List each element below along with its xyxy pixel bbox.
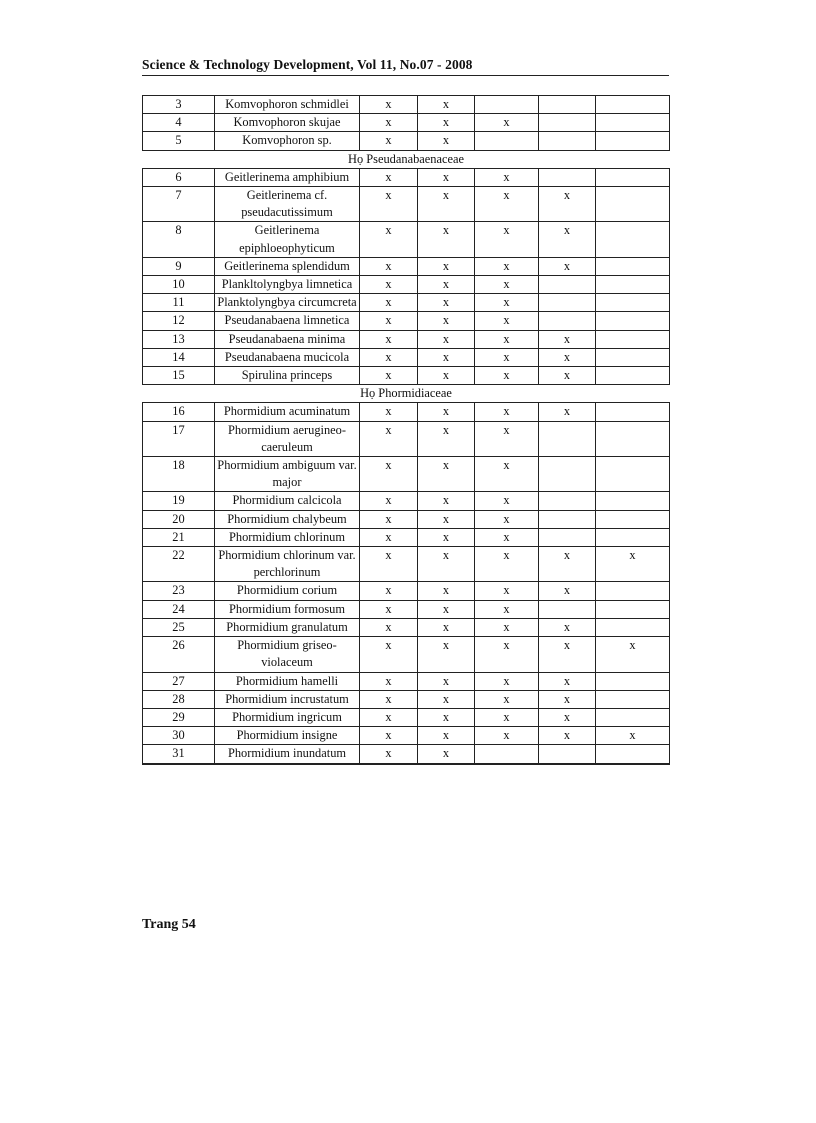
presence-mark: x: [418, 403, 475, 421]
presence-mark: x: [475, 421, 539, 456]
presence-mark: x: [539, 690, 596, 708]
species-name: Pseudanabaena limnetica: [215, 312, 360, 330]
presence-mark: [596, 618, 670, 636]
presence-mark: x: [418, 547, 475, 582]
presence-mark: [596, 222, 670, 257]
row-number: 3: [143, 96, 215, 114]
row-number: 11: [143, 294, 215, 312]
row-number: 7: [143, 187, 215, 222]
table-row: [143, 330, 670, 348]
table-row: [143, 637, 670, 672]
presence-mark: [596, 672, 670, 690]
presence-mark: x: [539, 257, 596, 275]
species-name: Pseudanabaena minima: [215, 330, 360, 348]
presence-mark: x: [360, 403, 418, 421]
table-row: [143, 528, 670, 546]
species-name: Phormidium corium: [215, 582, 360, 600]
presence-mark: [539, 276, 596, 294]
presence-mark: x: [418, 457, 475, 492]
presence-mark: x: [360, 312, 418, 330]
table-row: [143, 672, 670, 690]
presence-mark: [539, 745, 596, 764]
row-number: 27: [143, 672, 215, 690]
presence-mark: x: [418, 367, 475, 385]
table-row: [143, 510, 670, 528]
species-name: Pseudanabaena mucicola: [215, 348, 360, 366]
presence-mark: x: [475, 257, 539, 275]
presence-mark: x: [418, 222, 475, 257]
presence-mark: x: [475, 492, 539, 510]
presence-mark: x: [360, 528, 418, 546]
presence-mark: x: [475, 330, 539, 348]
species-name: Spirulina princeps: [215, 367, 360, 385]
row-number: 14: [143, 348, 215, 366]
species-name: Plankltolyngbya limnetica: [215, 276, 360, 294]
presence-mark: x: [418, 600, 475, 618]
species-name: Planktolyngbya circumcreta: [215, 294, 360, 312]
presence-mark: [596, 421, 670, 456]
presence-mark: x: [418, 132, 475, 150]
table-row: [143, 132, 670, 150]
table-row: [143, 745, 670, 764]
row-number: 21: [143, 528, 215, 546]
presence-mark: [539, 312, 596, 330]
species-name: Phormidium inundatum: [215, 745, 360, 764]
presence-mark: x: [475, 528, 539, 546]
table-row: [143, 492, 670, 510]
presence-mark: x: [360, 276, 418, 294]
row-number: 18: [143, 457, 215, 492]
row-number: 17: [143, 421, 215, 456]
presence-mark: x: [475, 600, 539, 618]
species-table: [142, 95, 670, 765]
presence-mark: x: [475, 348, 539, 366]
presence-mark: x: [539, 367, 596, 385]
presence-mark: x: [418, 510, 475, 528]
presence-mark: x: [360, 132, 418, 150]
presence-mark: x: [418, 528, 475, 546]
presence-mark: [539, 492, 596, 510]
presence-mark: [475, 96, 539, 114]
species-name: Geitlerinema splendidum: [215, 257, 360, 275]
row-number: 20: [143, 510, 215, 528]
table-row: [143, 708, 670, 726]
presence-mark: [596, 276, 670, 294]
presence-mark: x: [539, 727, 596, 745]
presence-mark: x: [475, 618, 539, 636]
presence-mark: x: [475, 276, 539, 294]
presence-mark: x: [418, 492, 475, 510]
table-row: [143, 168, 670, 186]
presence-mark: x: [360, 727, 418, 745]
species-name: Phormidium incrustatum: [215, 690, 360, 708]
presence-mark: x: [360, 547, 418, 582]
table-row: [143, 96, 670, 114]
presence-mark: x: [475, 114, 539, 132]
presence-mark: x: [418, 745, 475, 764]
table-row: [143, 294, 670, 312]
presence-mark: x: [360, 222, 418, 257]
row-number: 9: [143, 257, 215, 275]
presence-mark: x: [360, 510, 418, 528]
presence-mark: x: [475, 187, 539, 222]
row-number: 24: [143, 600, 215, 618]
species-name: Komvophoron sp.: [215, 132, 360, 150]
presence-mark: [596, 510, 670, 528]
row-number: 26: [143, 637, 215, 672]
presence-mark: x: [418, 187, 475, 222]
table-row: [143, 403, 670, 421]
family-name: Họ Phormidiaceae: [143, 385, 670, 403]
presence-mark: x: [418, 672, 475, 690]
presence-mark: x: [475, 690, 539, 708]
presence-mark: x: [475, 168, 539, 186]
presence-mark: x: [360, 582, 418, 600]
family-header-row: [143, 385, 670, 403]
presence-mark: x: [539, 547, 596, 582]
presence-mark: [596, 257, 670, 275]
presence-mark: x: [596, 547, 670, 582]
presence-mark: [596, 708, 670, 726]
family-name: Họ Pseudanabaenaceae: [143, 150, 670, 168]
presence-mark: x: [418, 708, 475, 726]
presence-mark: x: [418, 312, 475, 330]
presence-mark: x: [475, 457, 539, 492]
presence-mark: x: [360, 637, 418, 672]
table-row: [143, 312, 670, 330]
presence-mark: x: [418, 257, 475, 275]
presence-mark: [596, 312, 670, 330]
presence-mark: x: [360, 672, 418, 690]
presence-mark: x: [360, 168, 418, 186]
presence-mark: x: [360, 618, 418, 636]
row-number: 4: [143, 114, 215, 132]
table-row: [143, 114, 670, 132]
table-row: [143, 187, 670, 222]
table-row: [143, 547, 670, 582]
species-name: Geitlerinema amphibium: [215, 168, 360, 186]
presence-mark: x: [539, 618, 596, 636]
presence-mark: x: [475, 547, 539, 582]
presence-mark: [596, 690, 670, 708]
row-number: 25: [143, 618, 215, 636]
table-row: [143, 276, 670, 294]
presence-mark: [596, 403, 670, 421]
presence-mark: [596, 294, 670, 312]
presence-mark: x: [475, 312, 539, 330]
species-name: Phormidium ambiguum var. major: [215, 457, 360, 492]
table-row: [143, 600, 670, 618]
row-number: 30: [143, 727, 215, 745]
presence-mark: x: [475, 294, 539, 312]
presence-mark: [475, 745, 539, 764]
table-row: [143, 727, 670, 745]
presence-mark: [596, 582, 670, 600]
presence-mark: x: [596, 637, 670, 672]
table-row: [143, 690, 670, 708]
presence-mark: x: [539, 330, 596, 348]
presence-mark: [475, 132, 539, 150]
presence-mark: x: [418, 690, 475, 708]
presence-mark: x: [418, 168, 475, 186]
row-number: 6: [143, 168, 215, 186]
species-name: Phormidium insigne: [215, 727, 360, 745]
presence-mark: [596, 96, 670, 114]
presence-mark: x: [360, 457, 418, 492]
presence-mark: x: [360, 708, 418, 726]
presence-mark: x: [539, 187, 596, 222]
presence-mark: [596, 600, 670, 618]
presence-mark: [596, 330, 670, 348]
presence-mark: x: [539, 348, 596, 366]
presence-mark: x: [418, 96, 475, 114]
presence-mark: x: [539, 582, 596, 600]
presence-mark: x: [360, 114, 418, 132]
row-number: 13: [143, 330, 215, 348]
presence-mark: x: [418, 637, 475, 672]
table-row: [143, 582, 670, 600]
presence-mark: [539, 600, 596, 618]
species-name: Komvophoron schmidlei: [215, 96, 360, 114]
species-name: Phormidium ingricum: [215, 708, 360, 726]
presence-mark: [596, 348, 670, 366]
row-number: 10: [143, 276, 215, 294]
row-number: 31: [143, 745, 215, 764]
presence-mark: x: [418, 348, 475, 366]
row-number: 5: [143, 132, 215, 150]
table-row: [143, 618, 670, 636]
presence-mark: x: [596, 727, 670, 745]
presence-mark: [539, 96, 596, 114]
presence-mark: x: [360, 492, 418, 510]
species-name: Phormidium aerugineo-caeruleum: [215, 421, 360, 456]
presence-mark: [596, 132, 670, 150]
presence-mark: x: [418, 727, 475, 745]
presence-mark: x: [475, 708, 539, 726]
species-name: Geitlerinema cf. pseudacutissimum: [215, 187, 360, 222]
presence-mark: x: [475, 403, 539, 421]
presence-mark: x: [475, 510, 539, 528]
presence-mark: x: [418, 330, 475, 348]
species-name: Phormidium acuminatum: [215, 403, 360, 421]
table-row: [143, 367, 670, 385]
presence-mark: [539, 132, 596, 150]
presence-mark: x: [475, 672, 539, 690]
species-name: Phormidium chalybeum: [215, 510, 360, 528]
presence-mark: x: [418, 294, 475, 312]
presence-mark: x: [475, 367, 539, 385]
presence-mark: x: [360, 367, 418, 385]
row-number: 16: [143, 403, 215, 421]
presence-mark: x: [539, 708, 596, 726]
presence-mark: x: [360, 330, 418, 348]
table-row: [143, 421, 670, 456]
row-number: 28: [143, 690, 215, 708]
species-table-body: [143, 96, 670, 764]
presence-mark: [596, 528, 670, 546]
presence-mark: [539, 168, 596, 186]
table-row: [143, 348, 670, 366]
presence-mark: [539, 294, 596, 312]
presence-mark: x: [360, 745, 418, 764]
species-name: Phormidium calcicola: [215, 492, 360, 510]
presence-mark: [539, 114, 596, 132]
presence-mark: [596, 492, 670, 510]
table-row: [143, 457, 670, 492]
table-row: [143, 257, 670, 275]
presence-mark: x: [360, 257, 418, 275]
row-number: 23: [143, 582, 215, 600]
presence-mark: [596, 168, 670, 186]
presence-mark: [539, 528, 596, 546]
presence-mark: [539, 510, 596, 528]
presence-mark: x: [418, 421, 475, 456]
presence-mark: [539, 457, 596, 492]
presence-mark: [596, 745, 670, 764]
presence-mark: x: [360, 187, 418, 222]
page-number: Trang 54: [142, 917, 196, 932]
presence-mark: x: [475, 637, 539, 672]
species-name: Phormidium hamelli: [215, 672, 360, 690]
presence-mark: x: [360, 690, 418, 708]
presence-mark: x: [418, 276, 475, 294]
running-header: Science & Technology Development, Vol 11, No.07 - 2008: [142, 57, 669, 76]
presence-mark: x: [360, 96, 418, 114]
species-name: Geitlerinema epiphloeophyticum: [215, 222, 360, 257]
presence-mark: [596, 187, 670, 222]
family-header-row: [143, 150, 670, 168]
presence-mark: x: [539, 403, 596, 421]
presence-mark: [596, 457, 670, 492]
species-name: Phormidium chlorinum var. perchlorinum: [215, 547, 360, 582]
presence-mark: x: [475, 222, 539, 257]
presence-mark: [596, 367, 670, 385]
presence-mark: x: [360, 421, 418, 456]
presence-mark: x: [539, 222, 596, 257]
row-number: 22: [143, 547, 215, 582]
row-number: 8: [143, 222, 215, 257]
row-number: 29: [143, 708, 215, 726]
presence-mark: x: [360, 294, 418, 312]
presence-mark: x: [475, 582, 539, 600]
presence-mark: x: [539, 637, 596, 672]
presence-mark: x: [539, 672, 596, 690]
presence-mark: x: [418, 582, 475, 600]
table-row: [143, 222, 670, 257]
row-number: 15: [143, 367, 215, 385]
presence-mark: x: [418, 618, 475, 636]
species-name: Komvophoron skujae: [215, 114, 360, 132]
row-number: 19: [143, 492, 215, 510]
presence-mark: [596, 114, 670, 132]
species-name: Phormidium formosum: [215, 600, 360, 618]
presence-mark: [539, 421, 596, 456]
presence-mark: x: [475, 727, 539, 745]
presence-mark: x: [418, 114, 475, 132]
species-name: Phormidium chlorinum: [215, 528, 360, 546]
row-number: 12: [143, 312, 215, 330]
presence-mark: x: [360, 348, 418, 366]
presence-mark: x: [360, 600, 418, 618]
species-name: Phormidium granulatum: [215, 618, 360, 636]
species-name: Phormidium griseo-violaceum: [215, 637, 360, 672]
